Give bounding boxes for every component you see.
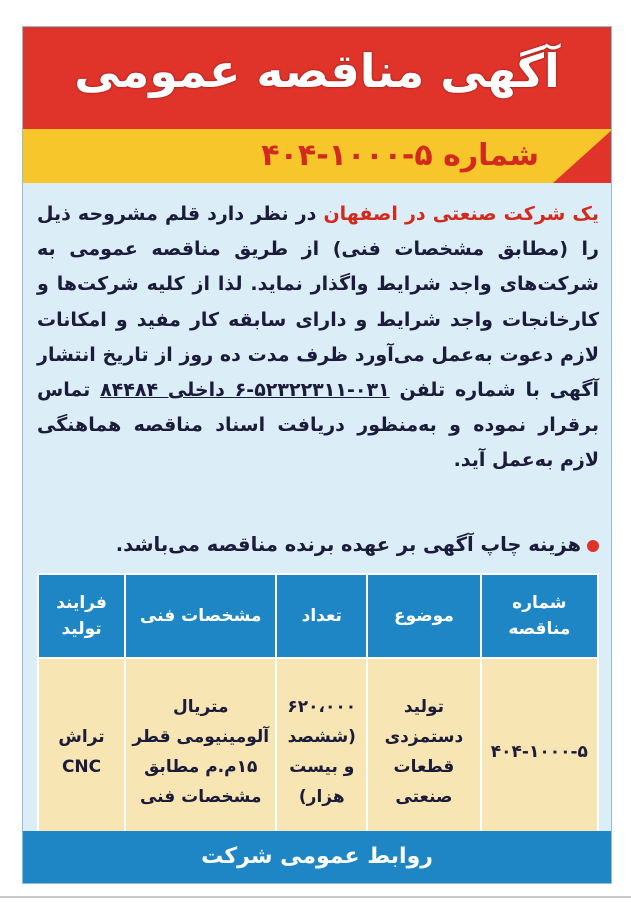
body-text-part1: در نظر دارد قلم مشروحه ذیل را (مطابق مشخصات فنی) از طریق مناقصه عمومی به شرکت‌های واجد شرایط واگذار نماید. لذا از کلیه شرکت‌ها و کارخانجات واجد شرایط و دارای سابقه کار مفید و امکانات لازم دعوت به‌عمل می‌آورد ظرف مدت ده روز از تاریخ انتشار آگهی با شماره تلفن xyxy=(37,203,599,402)
header-quantity: تعداد xyxy=(276,574,367,658)
page-divider xyxy=(0,896,631,898)
number-bar xyxy=(23,129,553,183)
number-bar-arrow xyxy=(553,129,612,183)
tender-ad xyxy=(22,26,612,884)
cell-process: تراش CNC xyxy=(38,658,125,846)
cost-note-text: هزینه چاپ آگهی بر عهده برنده مناقصه می‌باشد. xyxy=(115,533,581,556)
cell-subject: تولید دستمزدی قطعات صنعتی xyxy=(367,658,480,846)
ad-body-text xyxy=(37,197,599,479)
bullet-dot-icon xyxy=(587,540,599,552)
cell-tender-number: ۴۰۴-۱۰۰۰-۵ xyxy=(481,658,598,846)
phone-number: ۰۳۱-۵۲۳۲۲۳۱۱-۶ داخلی ۸۴۴۸۴ xyxy=(100,379,390,402)
body-text-part2: تماس برقرار نموده و به‌منظور دریافت اسناد مناقصه هماهنگی لازم به‌عمل آید. xyxy=(37,379,599,472)
header-tender-number: شماره مناقصه xyxy=(481,574,598,658)
table-header-row xyxy=(38,574,598,658)
ad-title: آگهی مناقصه عمومی xyxy=(74,44,560,98)
header-specs: مشخصات فنی xyxy=(125,574,276,658)
cost-note xyxy=(116,533,599,556)
footer-public-relations: روابط عمومی شرکت xyxy=(23,831,611,883)
tender-table xyxy=(37,573,599,847)
header-banner xyxy=(23,27,611,129)
header-subject: موضوع xyxy=(367,574,480,658)
company-highlight: یک شرکت صنعتی در اصفهان xyxy=(323,203,599,225)
cell-specs: متریال آلومینیومی قطر ۱۵م.م مطابق مشخصات فنی xyxy=(125,658,276,846)
tender-number-label: شماره ۵-۱۰۰۰-۴۰۴ xyxy=(261,138,539,173)
header-process: فرایند تولید xyxy=(38,574,125,658)
table-row xyxy=(38,658,598,846)
cell-quantity: ۶۲۰،۰۰۰ (ششصد و بیست هزار) xyxy=(276,658,367,846)
